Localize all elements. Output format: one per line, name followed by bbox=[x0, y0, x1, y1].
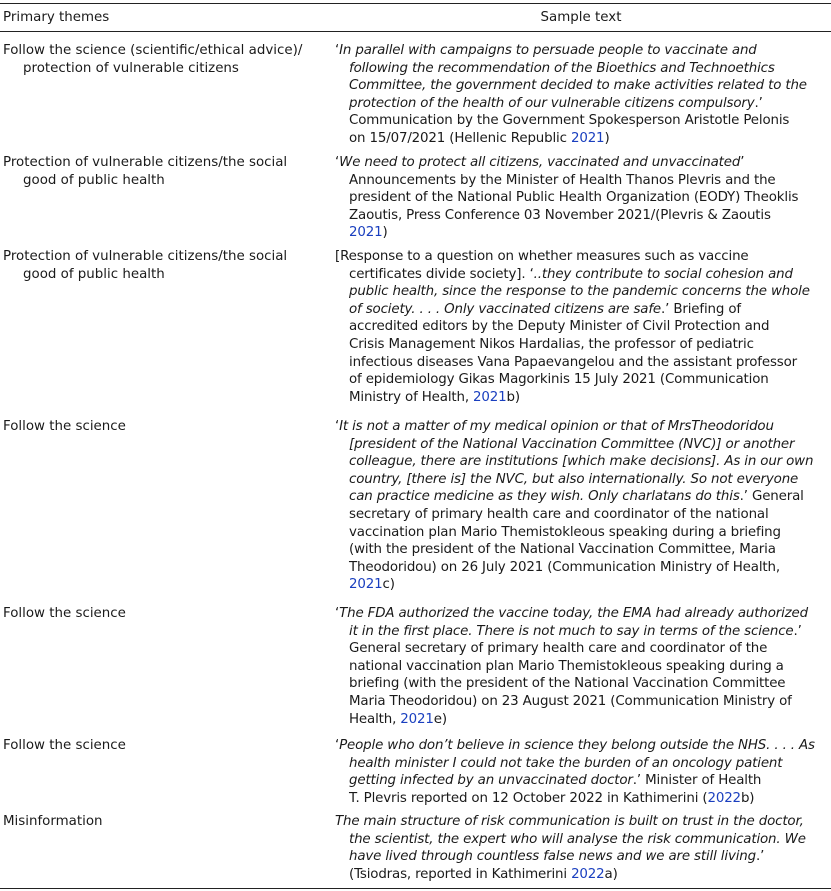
text-segment: on 15/07/2021 (Hellenic Republic bbox=[349, 130, 571, 146]
text-segment: Maria Theodoridou) on 23 August 2021 (Communication Ministry of bbox=[349, 693, 792, 709]
sample-line bbox=[335, 541, 825, 559]
sample-line bbox=[335, 189, 825, 207]
sample-line bbox=[335, 737, 825, 755]
quote-text: the scientist, the expert who will analyse the risk communication. We bbox=[349, 831, 806, 847]
quote-text: Committee, the government decided to make activities related to the bbox=[349, 78, 807, 94]
text-segment: [Response to a question on whether measures such as vaccine bbox=[335, 249, 749, 264]
sample-line bbox=[335, 130, 825, 148]
text-segment: Announcements by the Minister of Health Thanos Plevris and the bbox=[349, 172, 776, 188]
text-segment: ‘ bbox=[335, 43, 340, 58]
sample-line bbox=[335, 488, 825, 506]
theme-line: good of public health bbox=[23, 172, 165, 188]
quote-text: of society. . . . Only vaccinated citizens are safe bbox=[349, 301, 662, 317]
text-segment: infectious diseases Vana Papaevangelou and the assistant professor bbox=[349, 354, 797, 370]
sample-text-cell bbox=[335, 42, 825, 148]
sample-line bbox=[335, 559, 825, 577]
theme-line: Follow the science bbox=[3, 738, 126, 753]
sample-line bbox=[335, 675, 825, 693]
theme-line: Misinformation bbox=[3, 814, 103, 829]
text-segment: certificates divide society]. ‘ bbox=[349, 266, 534, 282]
text-segment: ‘ bbox=[335, 738, 340, 753]
sample-line bbox=[335, 524, 825, 542]
text-segment: c) bbox=[382, 577, 395, 593]
sample-text-cell bbox=[335, 154, 825, 242]
text-segment: .’ General bbox=[739, 489, 804, 505]
sample-line bbox=[335, 336, 825, 354]
quote-text: public health, since the response to the pandemic concerns the whole bbox=[349, 284, 810, 300]
sample-line bbox=[335, 790, 825, 808]
sample-line bbox=[335, 436, 825, 454]
text-segment: ‘ bbox=[335, 155, 340, 170]
text-segment: General secretary of primary health care and coordinator of the bbox=[349, 641, 768, 657]
sample-line bbox=[335, 506, 825, 524]
theme-cell bbox=[3, 154, 308, 189]
sample-line bbox=[335, 266, 825, 284]
quote-text: The FDA authorized the vaccine today, the EMA had already authorized bbox=[339, 606, 808, 621]
sample-line bbox=[335, 112, 825, 130]
sample-text-cell bbox=[335, 248, 825, 406]
text-segment: .’ bbox=[754, 95, 763, 111]
text-segment: briefing (with the president of the National Vaccination Committee bbox=[349, 676, 786, 692]
theme-line: Follow the science bbox=[3, 419, 126, 434]
text-segment: (with the president of the National Vaccination Committee, Maria bbox=[349, 542, 776, 558]
theme-cell bbox=[3, 737, 308, 755]
theme-line: protection of vulnerable citizens bbox=[23, 60, 239, 76]
sample-line bbox=[335, 658, 825, 676]
citation-link[interactable]: 2022 bbox=[707, 790, 741, 806]
sample-line bbox=[335, 418, 825, 436]
citation-link[interactable]: 2021 bbox=[349, 577, 383, 593]
sample-line bbox=[335, 224, 825, 242]
text-segment: of epidemiology Gikas Magorkinis 15 July 2021 (Communication bbox=[349, 372, 769, 388]
theme-line: Protection of vulnerable citizens/the social bbox=[3, 249, 288, 264]
quote-text: can practice medicine as they wish. Only charlatans do this bbox=[349, 489, 740, 505]
text-segment: .’ bbox=[793, 623, 802, 639]
sample-line bbox=[335, 283, 825, 301]
theme-cell bbox=[3, 42, 308, 77]
column-header-sample-text: Sample text bbox=[540, 10, 622, 25]
text-segment: e) bbox=[433, 711, 447, 727]
sample-line bbox=[335, 576, 825, 594]
text-segment: b) bbox=[506, 389, 520, 405]
sample-line bbox=[335, 389, 825, 407]
text-segment: president of the National Public Health Organization (EODY) Theoklis bbox=[349, 190, 799, 206]
sample-line bbox=[335, 772, 825, 790]
text-segment: secretary of primary health care and coordinator of the national bbox=[349, 506, 769, 522]
text-segment: Health, bbox=[349, 711, 401, 727]
quote-text: country, [there is] the NVC, but also internationally. So not everyone bbox=[349, 471, 799, 487]
sample-line bbox=[335, 172, 825, 190]
sample-text-cell bbox=[335, 605, 825, 728]
table-bottom-rule bbox=[0, 888, 831, 889]
quote-text: health minister I could not take the burden of an oncology patient bbox=[349, 755, 783, 771]
sample-line bbox=[335, 154, 825, 172]
text-segment: b) bbox=[740, 790, 755, 806]
sample-line bbox=[335, 623, 825, 641]
sample-line bbox=[335, 831, 825, 849]
theme-line: Follow the science bbox=[3, 606, 126, 621]
quote-text: colleague, there are institutions [which make decisions]. As in our own bbox=[349, 454, 814, 470]
sample-line bbox=[335, 42, 825, 60]
sample-line bbox=[335, 60, 825, 78]
text-segment: vaccination plan Mario Themistokleous speaking during a briefing bbox=[349, 524, 781, 540]
sample-line bbox=[335, 755, 825, 773]
citation-link[interactable]: 2021 bbox=[473, 389, 507, 405]
text-segment: Zaoutis, Press Conference 03 November 2021/(Plevris & Zaoutis bbox=[349, 207, 771, 223]
quote-text: It is not a matter of my medical opinion or that of MrsTheodoridou bbox=[339, 419, 774, 434]
sample-line bbox=[335, 605, 825, 623]
sample-line bbox=[335, 866, 825, 884]
sample-line bbox=[335, 95, 825, 113]
sample-line bbox=[335, 471, 825, 489]
quote-text: In parallel with campaigns to persuade people to vaccinate and bbox=[339, 43, 757, 58]
sample-line bbox=[335, 207, 825, 225]
theme-cell bbox=[3, 418, 308, 436]
column-header-primary-themes: Primary themes bbox=[3, 10, 110, 25]
text-segment: ‘ bbox=[335, 419, 340, 434]
sample-line bbox=[335, 318, 825, 336]
text-segment: national vaccination plan Mario Themistokleous speaking during a bbox=[349, 658, 784, 674]
citation-link[interactable]: 2021 bbox=[400, 711, 434, 727]
text-segment: ’ bbox=[740, 155, 745, 170]
citation-link[interactable]: 2022 bbox=[571, 866, 605, 882]
sample-line bbox=[335, 248, 825, 266]
text-segment: a) bbox=[604, 866, 618, 882]
sample-line bbox=[335, 453, 825, 471]
sample-line bbox=[335, 693, 825, 711]
text-segment: Ministry of Health, bbox=[349, 389, 474, 405]
theme-cell bbox=[3, 605, 308, 623]
quote-text: it in the first place. There is not much to say in terms of the science bbox=[349, 623, 794, 639]
quote-text: People who don’t believe in science they belong outside the NHS. . . . As bbox=[339, 738, 815, 753]
theme-line: Protection of vulnerable citizens/the social bbox=[3, 155, 288, 170]
text-segment: .’ bbox=[755, 849, 765, 865]
sample-text-cell bbox=[335, 418, 825, 594]
quote-text: ..they contribute to social cohesion and bbox=[533, 266, 793, 282]
sample-line bbox=[335, 301, 825, 319]
quote-text: protection of the health of our vulnerable citizens compulsory bbox=[349, 95, 755, 111]
theme-line: good of public health bbox=[23, 266, 165, 282]
text-segment: ) bbox=[382, 225, 388, 241]
text-segment: (Tsiodras, reported in Kathimerini bbox=[349, 866, 572, 882]
text-segment: ) bbox=[604, 130, 610, 146]
sample-line bbox=[335, 813, 825, 831]
theme-line: Follow the science (scientific/ethical advice)/ bbox=[3, 43, 303, 58]
text-segment: .’ Minister of Health bbox=[632, 773, 762, 789]
text-segment: Communication by the Government Spokesperson Aristotle Pelonis bbox=[349, 113, 790, 129]
sample-line bbox=[335, 640, 825, 658]
quote-text: following the recommendation of the Bioethics and Technoethics bbox=[349, 60, 775, 76]
citation-link[interactable]: 2021 bbox=[570, 130, 605, 146]
text-segment: ‘ bbox=[335, 606, 340, 621]
text-segment: accredited editors by the Deputy Minister of Civil Protection and bbox=[349, 319, 770, 335]
header-rule bbox=[0, 31, 831, 32]
sample-line bbox=[335, 371, 825, 389]
quote-text: getting infected by an unvaccinated doctor bbox=[349, 773, 633, 789]
quote-text: We need to protect all citizens, vaccinated and unvaccinated bbox=[339, 155, 741, 170]
text-segment: Theodoridou) on 26 July 2021 (Communication Ministry of Health, bbox=[349, 559, 780, 575]
sample-line bbox=[335, 848, 825, 866]
sample-line bbox=[335, 77, 825, 95]
quote-text: The main structure of risk communication is built on trust in the doctor, bbox=[335, 814, 804, 829]
sample-text-cell bbox=[335, 813, 825, 883]
sample-line bbox=[335, 354, 825, 372]
text-segment: .’ Briefing of bbox=[661, 301, 741, 317]
table-top-rule bbox=[0, 3, 831, 4]
text-segment: Crisis Management Nikos Hardalias, the professor of pediatric bbox=[349, 336, 754, 352]
sample-text-cell bbox=[335, 737, 825, 807]
theme-cell bbox=[3, 813, 308, 831]
sample-line bbox=[335, 711, 825, 729]
citation-link[interactable]: 2021 bbox=[349, 225, 383, 241]
quote-text: [president of the National Vaccination Committee (NVC)] or another bbox=[349, 436, 795, 452]
text-segment: T. Plevris reported on 12 October 2022 in Kathimerini ( bbox=[349, 790, 708, 806]
theme-cell bbox=[3, 248, 308, 283]
quote-text: have lived through countless false news and we are still living bbox=[349, 849, 756, 865]
